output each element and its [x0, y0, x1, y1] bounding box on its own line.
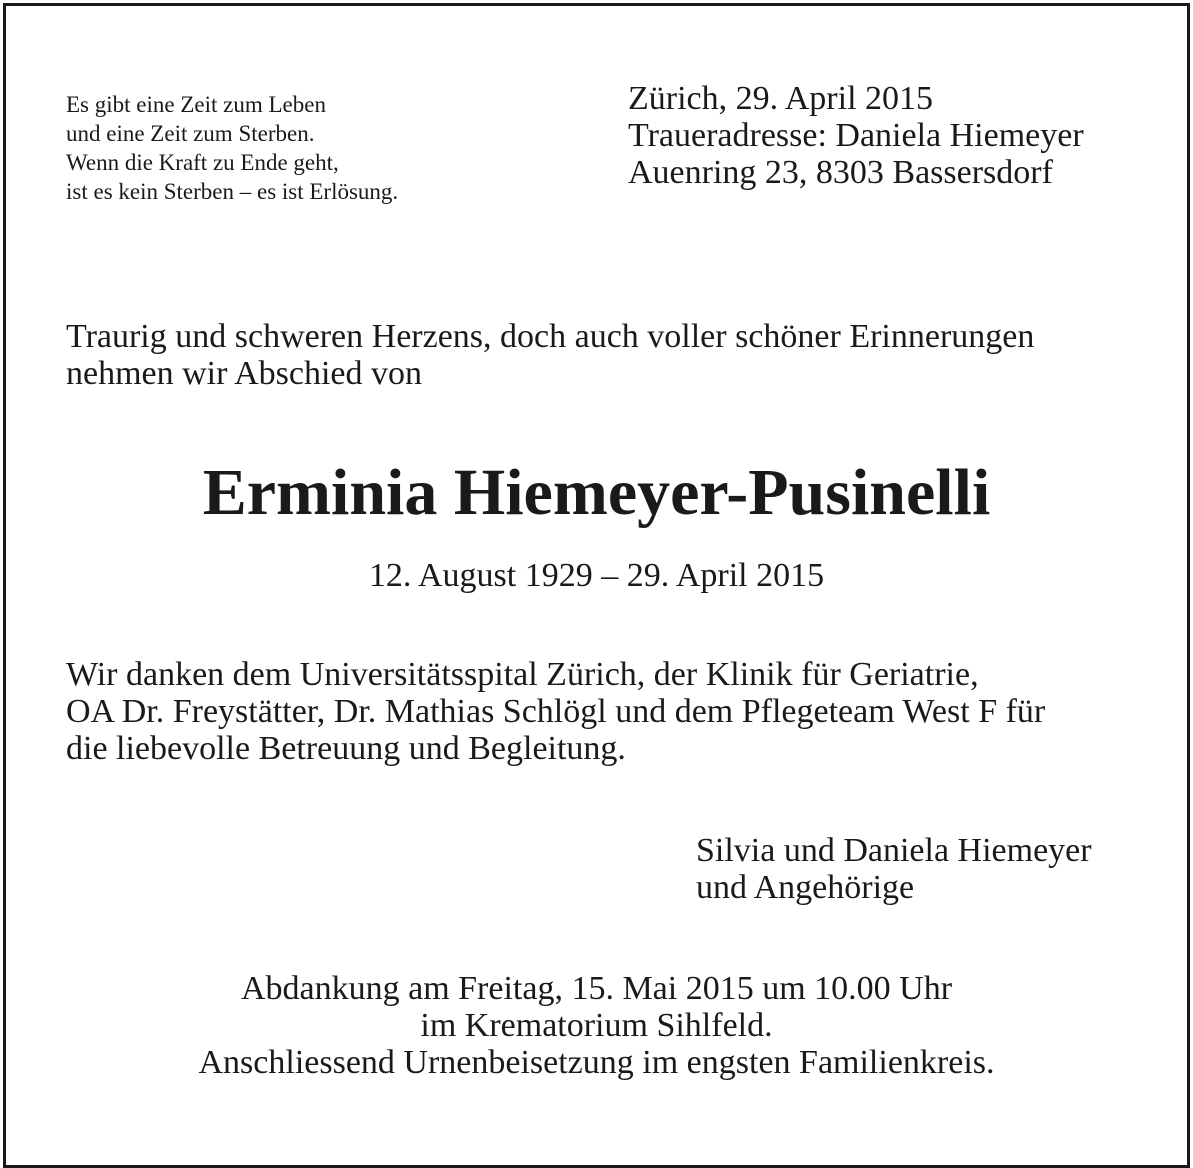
ceremony-line: Anschliessend Urnenbeisetzung im engsten Familienkreis. [198, 1044, 995, 1081]
intro-line: nehmen wir Abschied von [66, 355, 422, 392]
signature-line: und Angehörige [696, 869, 915, 906]
thanks-line: die liebevolle Betreuung und Begleitung. [66, 730, 626, 767]
thanks-text [66, 656, 1045, 767]
thanks-line: OA Dr. Freystätter, Dr. Mathias Schlögl und dem Pflegeteam West F für [66, 693, 1046, 730]
poem-verse [66, 90, 398, 206]
life-dates: 12. August 1929 – 29. April 2015 [368, 557, 825, 594]
thanks-line: Wir danken dem Universitätsspital Zürich, der Klinik für Geriatrie, [66, 656, 979, 693]
poem-line: ist es kein Sterben – es ist Erlösung. [66, 179, 399, 204]
deceased-name: Erminia Hiemeyer-Pusinelli [202, 456, 991, 529]
poem-line: Wenn die Kraft zu Ende geht, [66, 150, 339, 175]
mourning-address [628, 80, 1084, 191]
ceremony-line: im Krematorium Sihlfeld. [420, 1007, 773, 1044]
intro-text [66, 318, 1034, 392]
ceremony-info [0, 970, 1193, 1081]
ceremony-line: Abdankung am Freitag, 15. Mai 2015 um 10.00 Uhr [240, 970, 953, 1007]
address-contact: Traueradresse: Daniela Hiemeyer [628, 117, 1084, 154]
place-date: Zürich, 29. April 2015 [628, 80, 934, 117]
address-street: Auenring 23, 8303 Bassersdorf [628, 154, 1053, 191]
intro-line: Traurig und schweren Herzens, doch auch voller schöner Erinnerungen [66, 318, 1035, 355]
poem-line: Es gibt eine Zeit zum Leben [66, 92, 326, 117]
signature-line: Silvia und Daniela Hiemeyer [696, 832, 1092, 869]
poem-line: und eine Zeit zum Sterben. [66, 121, 315, 146]
family-signature [696, 832, 1092, 906]
